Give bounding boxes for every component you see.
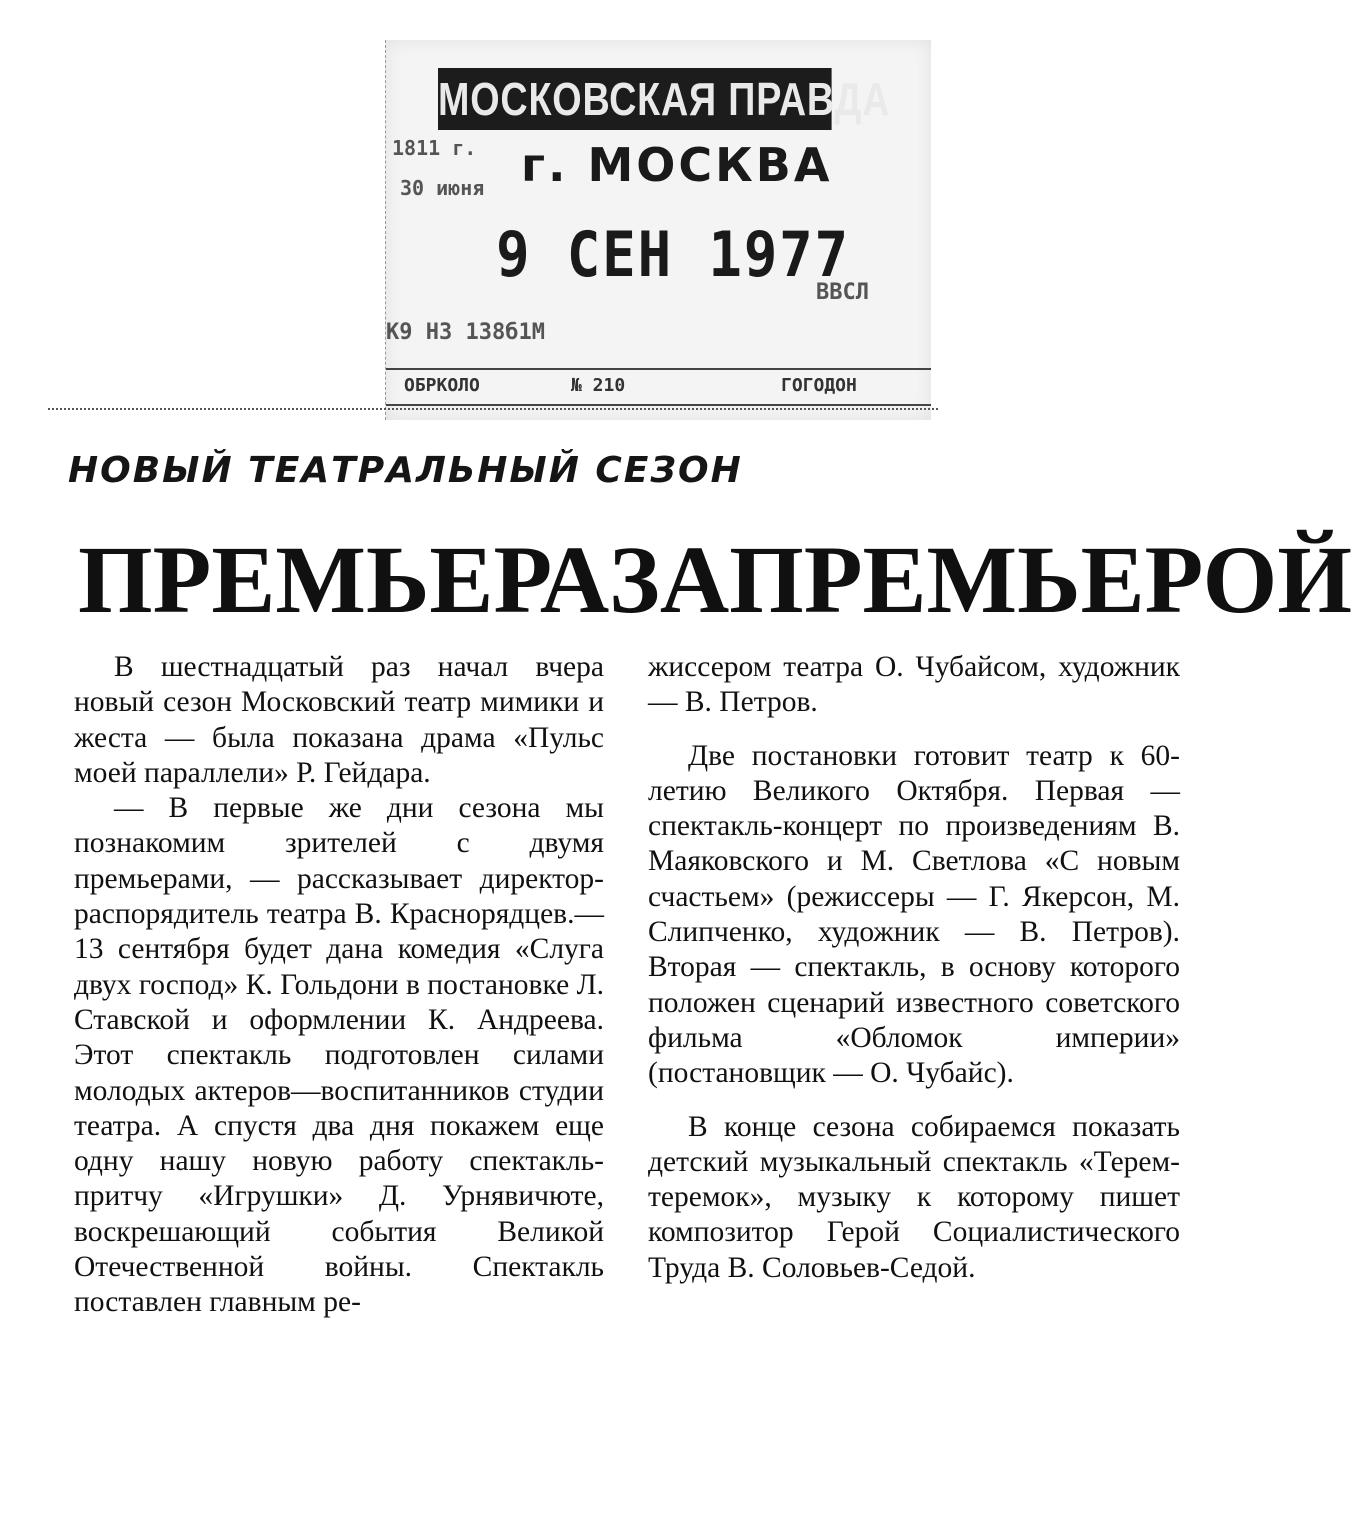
paragraph: — В первые же дни сезона мы познакомим зрителей с двумя премьерами, — рассказывает директор-распорядитель театра В. Краснорядцев.— 13 сентября будет дана комедия «Слуга двух господ» К. Гольдони в постановке Л. Ставской и оформлении К. Андреева. Этот спектакль подготовлен силами молодых актеров—воспитанников студии театра. А спустя два дня покажем еще одну нашу новую работу спектакль-притчу «Игрушки» Д. Урнявичюте, воскрешающий события Великой Отечественной войны. Спектакль поставлен главным ре-: [74, 792, 604, 1319]
article-kicker: НОВЫЙ ТЕАТРАЛЬНЫЙ СЕЗОН: [68, 450, 743, 491]
stamp-city: г. МОСКВА: [521, 138, 833, 192]
stamp-footer-left: ОБРКОЛО: [404, 375, 480, 396]
stamp-footer: [386, 368, 931, 406]
stamp-number: К9 НЗ 138б1М: [386, 320, 545, 345]
article-column-right: [648, 650, 1180, 1286]
stamp-footer-right: ГОГОДОН: [781, 375, 857, 396]
paragraph: В конце сезона собираемся показать детский музыкальный спектакль «Терем-теремок», музыку к которому пишет композитор Герой Социалистического Труда В. Соловьев-Седой.: [648, 1110, 1180, 1284]
headline-word: ЗА: [609, 526, 730, 633]
stamp-footer-mid: № 210: [571, 375, 626, 396]
paragraph: Две постановки готовит театр к 60-летию Великого Октября. Первая — спектакль-концерт по произведениям В. Маяковского и М. Светлова «С новым счастьем» (режиссеры — Г. Якерсон, М. Слипченко, художник — В. Петров). Вторая — спектакль, в основу которого положен сценарий известного советского фильма «Обломок империи» (постановщик — О. Чубайс).: [648, 739, 1180, 1090]
headline-word: ПРЕМЬЕРА: [78, 526, 610, 633]
paragraph: В шестнадцатый раз начал вчера новый сезон Московский театр мимики и жеста — была показана драма «Пульс моей параллели» Р. Гейдара.: [74, 651, 604, 789]
article-headline: [78, 526, 1352, 633]
stamp-left-line-2: 30 июня: [400, 176, 485, 200]
headline-word: ПРЕМЬЕРОЙ: [729, 526, 1352, 633]
clipping-stamp: [385, 40, 931, 420]
stamp-newspaper-name: МОСКОВСКАЯ ПРАВДА: [438, 68, 832, 130]
stamp-left-line-1: 1811 г.: [392, 136, 477, 160]
stamp-date-suffix: ВВСЛ: [816, 280, 869, 305]
paragraph: жиссером театра О. Чубайсом, художник — В. Петров.: [648, 651, 1180, 719]
article-column-left: [74, 650, 604, 1321]
stamp-date: 9 СЕН 1977: [496, 218, 850, 291]
clipping-divider: [48, 408, 938, 410]
